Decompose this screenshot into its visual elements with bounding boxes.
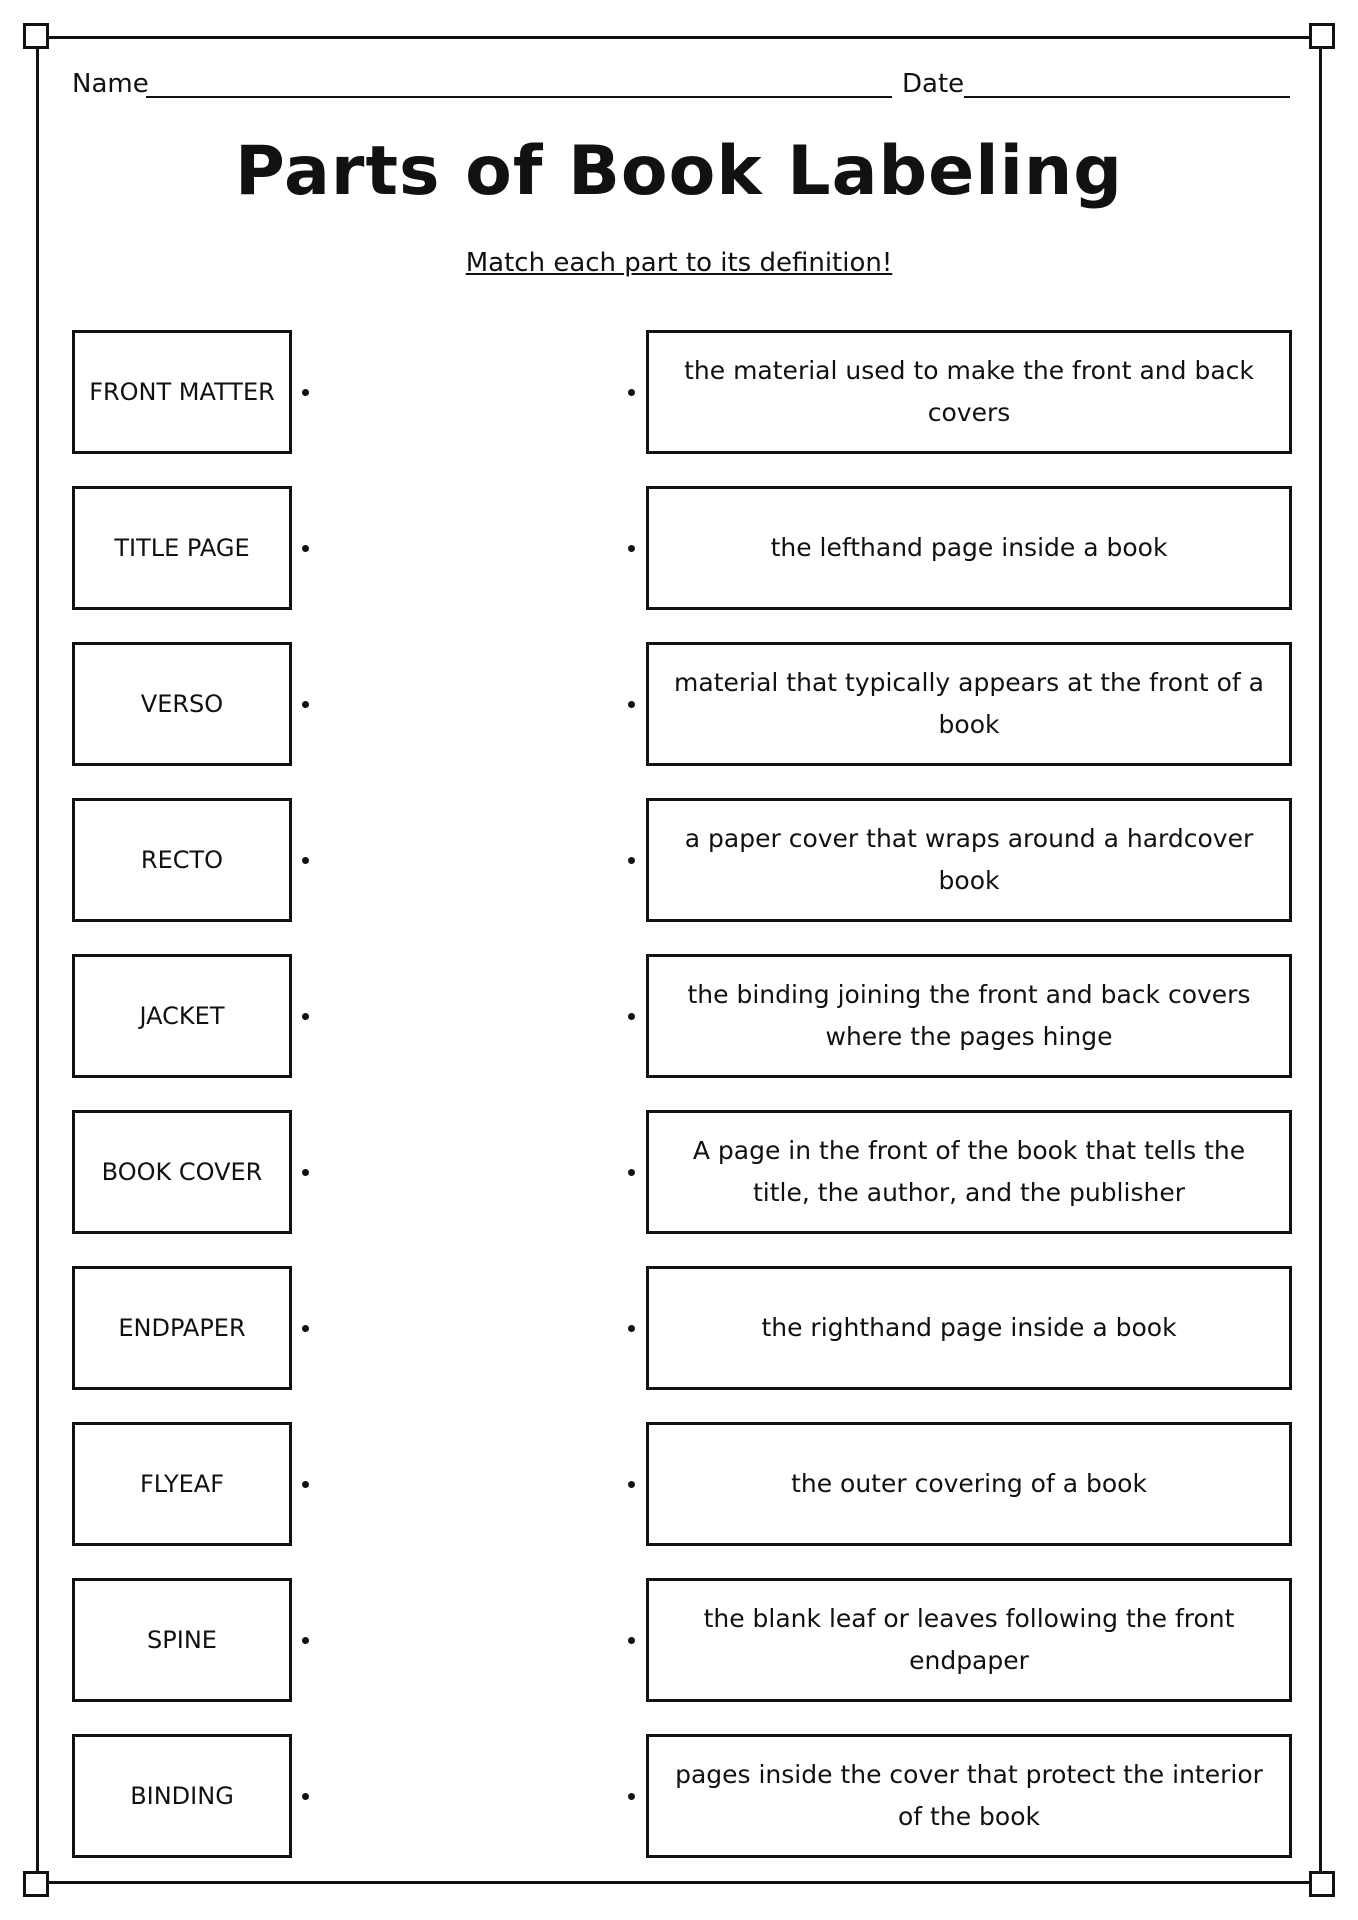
term-box <box>72 1578 292 1702</box>
term-label: RECTO <box>140 846 224 874</box>
definition-dot[interactable] <box>628 1637 635 1644</box>
term-dot[interactable] <box>302 545 309 552</box>
term-label: BOOK COVER <box>101 1158 263 1186</box>
definition-text: A page in the front of the book that tells the title, the author, and the publisher <box>692 1136 1246 1207</box>
name-label: Name <box>72 69 149 99</box>
definition-dot[interactable] <box>628 857 635 864</box>
term-box <box>72 1266 292 1390</box>
term-label: FLYEAF <box>139 1470 225 1498</box>
term-label: SPINE <box>147 1626 217 1654</box>
definition-box <box>646 1266 1292 1390</box>
term-dot[interactable] <box>302 1325 309 1332</box>
worksheet-subtitle: Match each part to its definition! <box>465 248 893 278</box>
term-box <box>72 954 292 1078</box>
term-box <box>72 642 292 766</box>
term-dot[interactable] <box>302 1481 309 1488</box>
definition-dot[interactable] <box>628 545 635 552</box>
definition-text: the blank leaf or leaves following the front endpaper <box>703 1604 1235 1675</box>
definition-text: material that typically appears at the front of a book <box>674 668 1264 739</box>
definition-text: the lefthand page inside a book <box>770 533 1168 562</box>
term-box <box>72 798 292 922</box>
term-label: VERSO <box>140 690 224 718</box>
corner-square <box>1309 23 1335 49</box>
definition-box <box>646 1578 1292 1702</box>
definition-dot[interactable] <box>628 1325 635 1332</box>
definition-text: pages inside the cover that protect the interior of the book <box>675 1760 1263 1831</box>
definition-text: the outer covering of a book <box>791 1469 1147 1498</box>
definition-text: the binding joining the front and back covers where the pages hinge <box>687 980 1251 1051</box>
term-box <box>72 330 292 454</box>
term-dot[interactable] <box>302 701 309 708</box>
definition-dot[interactable] <box>628 389 635 396</box>
term-label: ENDPAPER <box>118 1314 246 1342</box>
definition-box <box>646 486 1292 610</box>
definition-box <box>646 642 1292 766</box>
definition-box <box>646 798 1292 922</box>
definition-dot[interactable] <box>628 1013 635 1020</box>
term-label: BINDING <box>130 1782 234 1810</box>
term-box <box>72 1422 292 1546</box>
term-box <box>72 486 292 610</box>
date-blank[interactable] <box>964 96 1290 98</box>
definition-text: a paper cover that wraps around a hardcover book <box>684 824 1254 895</box>
definition-dot[interactable] <box>628 1169 635 1176</box>
definition-box <box>646 1422 1292 1546</box>
name-date-row <box>72 66 1292 102</box>
worksheet-title: Parts of Book Labeling <box>235 132 1123 211</box>
definition-text: the righthand page inside a book <box>761 1313 1177 1342</box>
definition-box <box>646 1110 1292 1234</box>
term-dot[interactable] <box>302 1637 309 1644</box>
definition-box <box>646 954 1292 1078</box>
definition-dot[interactable] <box>628 1481 635 1488</box>
definition-dot[interactable] <box>628 701 635 708</box>
definition-box <box>646 1734 1292 1858</box>
term-dot[interactable] <box>302 1793 309 1800</box>
term-box <box>72 1110 292 1234</box>
term-dot[interactable] <box>302 1013 309 1020</box>
term-dot[interactable] <box>302 1169 309 1176</box>
corner-square <box>23 1871 49 1897</box>
term-box <box>72 1734 292 1858</box>
name-blank[interactable] <box>146 96 892 98</box>
definition-text: the material used to make the front and back covers <box>684 356 1254 427</box>
date-label: Date <box>902 69 965 99</box>
term-dot[interactable] <box>302 857 309 864</box>
definition-dot[interactable] <box>628 1793 635 1800</box>
term-label: JACKET <box>139 1002 225 1030</box>
term-dot[interactable] <box>302 389 309 396</box>
corner-square <box>23 23 49 49</box>
definition-box <box>646 330 1292 454</box>
term-label: TITLE PAGE <box>114 534 250 562</box>
corner-square <box>1309 1871 1335 1897</box>
term-label: FRONT MATTER <box>89 378 275 406</box>
